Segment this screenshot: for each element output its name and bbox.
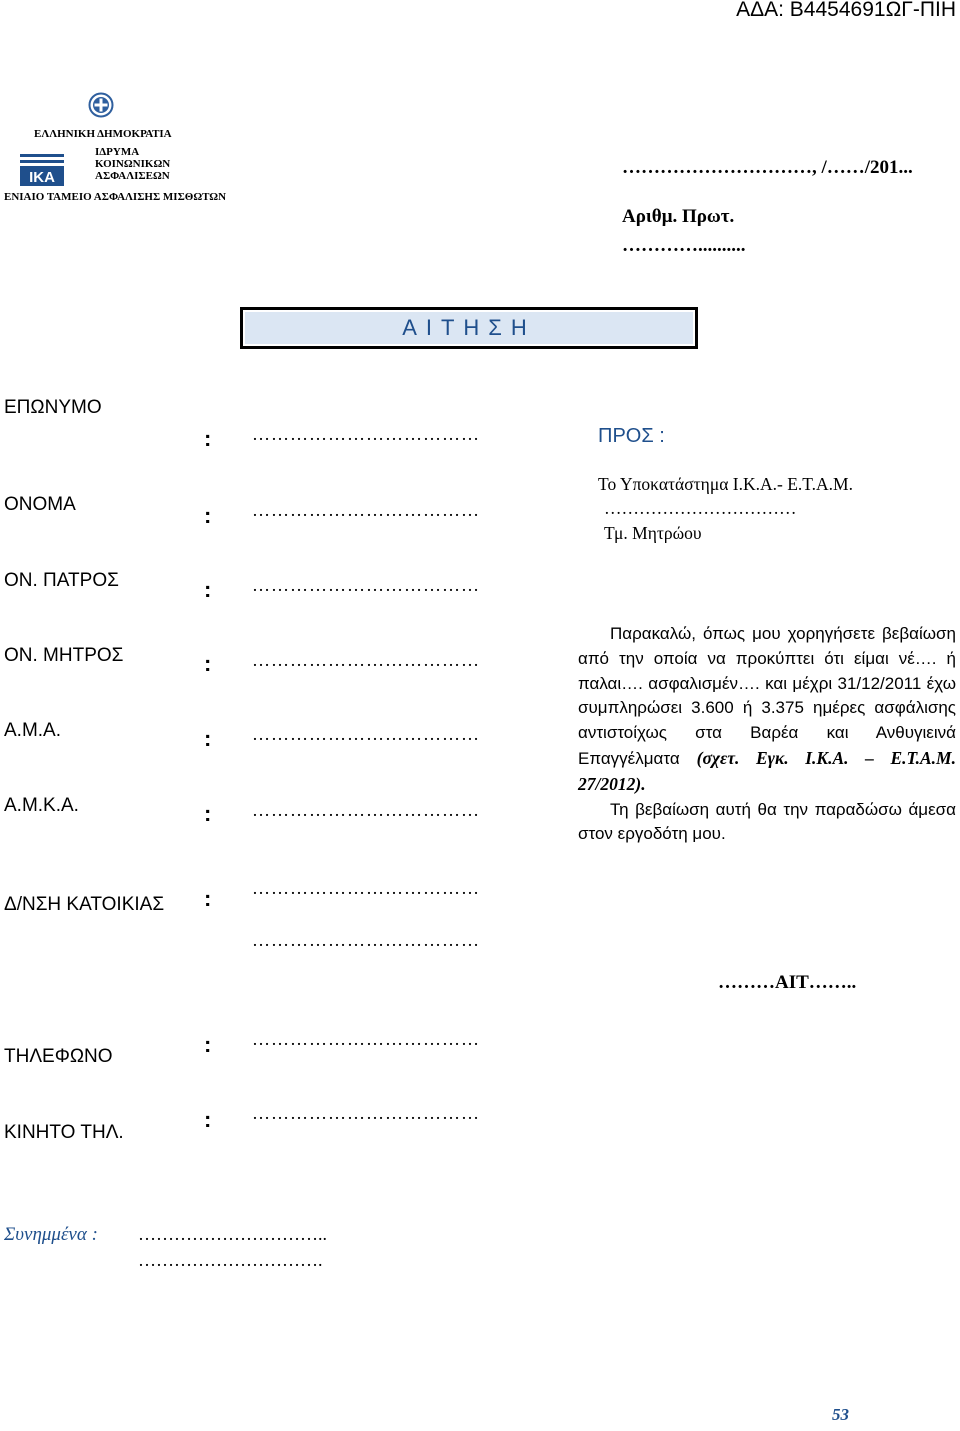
ama-colon: : xyxy=(204,726,212,751)
father-name-label: ΟΝ. ΠΑΤΡΟΣ xyxy=(4,570,119,591)
name-colon: : xyxy=(204,503,212,528)
mother-name-colon: : xyxy=(204,651,212,676)
protocol-label: Αριθμ. Πρωτ. xyxy=(622,206,735,227)
request-reference: (σχετ. Εγκ. Ι.Κ.Α. – Ε.Τ.Α.Μ. 27/2012). xyxy=(578,747,956,794)
father-name-field[interactable]: ……………………………… xyxy=(252,575,480,595)
signature-field[interactable]: ………ΑΙΤ…….. xyxy=(718,972,857,993)
address-field-line-2[interactable]: ……………………………… xyxy=(252,930,480,950)
fund-name: ΕΝΙΑΙΟ ΤΑΜΕΙΟ ΑΣΦΑΛΙΣΗΣ ΜΙΣΘΩΤΩΝ xyxy=(4,191,227,203)
address-field-line-1[interactable]: ……………………………… xyxy=(252,878,480,898)
phone-field[interactable]: ……………………………… xyxy=(252,1029,480,1049)
amka-colon: : xyxy=(204,801,212,826)
mother-name-label: ΟΝ. ΜΗΤΡΟΣ xyxy=(4,645,124,666)
recipient-branch: Το Υποκατάστημα Ι.Κ.Α.- Ε.Τ.Α.Μ. xyxy=(598,474,853,494)
mobile-colon: : xyxy=(204,1107,212,1132)
surname-colon: : xyxy=(204,426,212,451)
address-label: Δ/ΝΣΗ ΚΑΤΟΙΚΙΑΣ xyxy=(4,894,165,915)
address-colon: : xyxy=(204,886,212,911)
ika-logo-icon xyxy=(20,154,64,186)
org-line-2: ΚΟΙΝΩΝΙΚΩΝ xyxy=(95,158,171,170)
amka-field[interactable]: ……………………………… xyxy=(252,800,480,820)
mobile-field[interactable]: ……………………………… xyxy=(252,1103,480,1123)
request-text: Παρακαλώ, όπως μου χορηγήσετε βεβαίωση από την οποία να προκύπτει ότι είμαι νέ…. ή παλαι…. ασφαλισμέν…. και μέχρι 31/12/2011 έχω συμπληρώσει 3.600 ή 3.375 ημέρες ασφάλισης αντιστοίχως στα Βαρέα και Ανθυγιεινά Επαγγέλματα xyxy=(578,624,956,768)
org-line-1: ΙΔΡΥΜΑ xyxy=(95,146,140,158)
phone-colon: : xyxy=(204,1032,212,1057)
name-field[interactable]: ……………………………… xyxy=(252,500,480,520)
surname-field[interactable]: ……………………………… xyxy=(252,424,480,444)
attachments-field-line-2[interactable]: …………………………. xyxy=(138,1250,323,1270)
mobile-label: ΚΙΝΗΤΟ ΤΗΛ. xyxy=(4,1122,124,1143)
ada-code: ΑΔΑ: Β4454691ΩΓ-ΠΙΗ xyxy=(736,0,956,21)
country-name: ΕΛΛΗΝΙΚΗ ΔΗΜΟΚΡΑΤΙΑ xyxy=(34,128,172,140)
name-label: ΟΝΟΜΑ xyxy=(4,494,76,515)
attachments-field-line-1[interactable]: ………………………….. xyxy=(138,1224,327,1244)
recipient-label: ΠΡΟΣ : xyxy=(598,425,665,447)
amka-label: Α.Μ.Κ.Α. xyxy=(4,795,79,816)
protocol-number-field[interactable]: ………….......... xyxy=(622,235,746,256)
ama-field[interactable]: ……………………………… xyxy=(252,724,480,744)
recipient-department: Τμ. Μητρώου xyxy=(604,523,702,543)
mother-name-field[interactable]: ……………………………… xyxy=(252,650,480,670)
ika-logo-text: ΙΚΑ xyxy=(29,169,55,186)
org-line-3: ΑΣΦΑΛΙΣΕΩΝ xyxy=(95,170,170,182)
attachments-label: Συνημμένα : xyxy=(4,1224,98,1245)
ama-label: Α.Μ.Α. xyxy=(4,720,62,741)
page-number: 53 xyxy=(832,1405,849,1424)
greek-emblem-icon xyxy=(88,92,114,118)
recipient-branch-field[interactable]: …………………………… xyxy=(604,498,797,518)
request-closing: Τη βεβαίωση αυτή θα την παραδώσω άμεσα στον εργοδότη μου. xyxy=(578,799,956,844)
date-field[interactable]: …………………………, /……/201... xyxy=(622,157,913,178)
father-name-colon: : xyxy=(204,577,212,602)
title-box xyxy=(240,307,698,349)
phone-label: ΤΗΛΕΦΩΝΟ xyxy=(4,1046,113,1067)
page-title: ΑΙΤΗΣΗ xyxy=(402,315,536,340)
request-paragraph xyxy=(578,622,956,847)
surname-label: ΕΠΩΝΥΜΟ xyxy=(4,397,102,418)
